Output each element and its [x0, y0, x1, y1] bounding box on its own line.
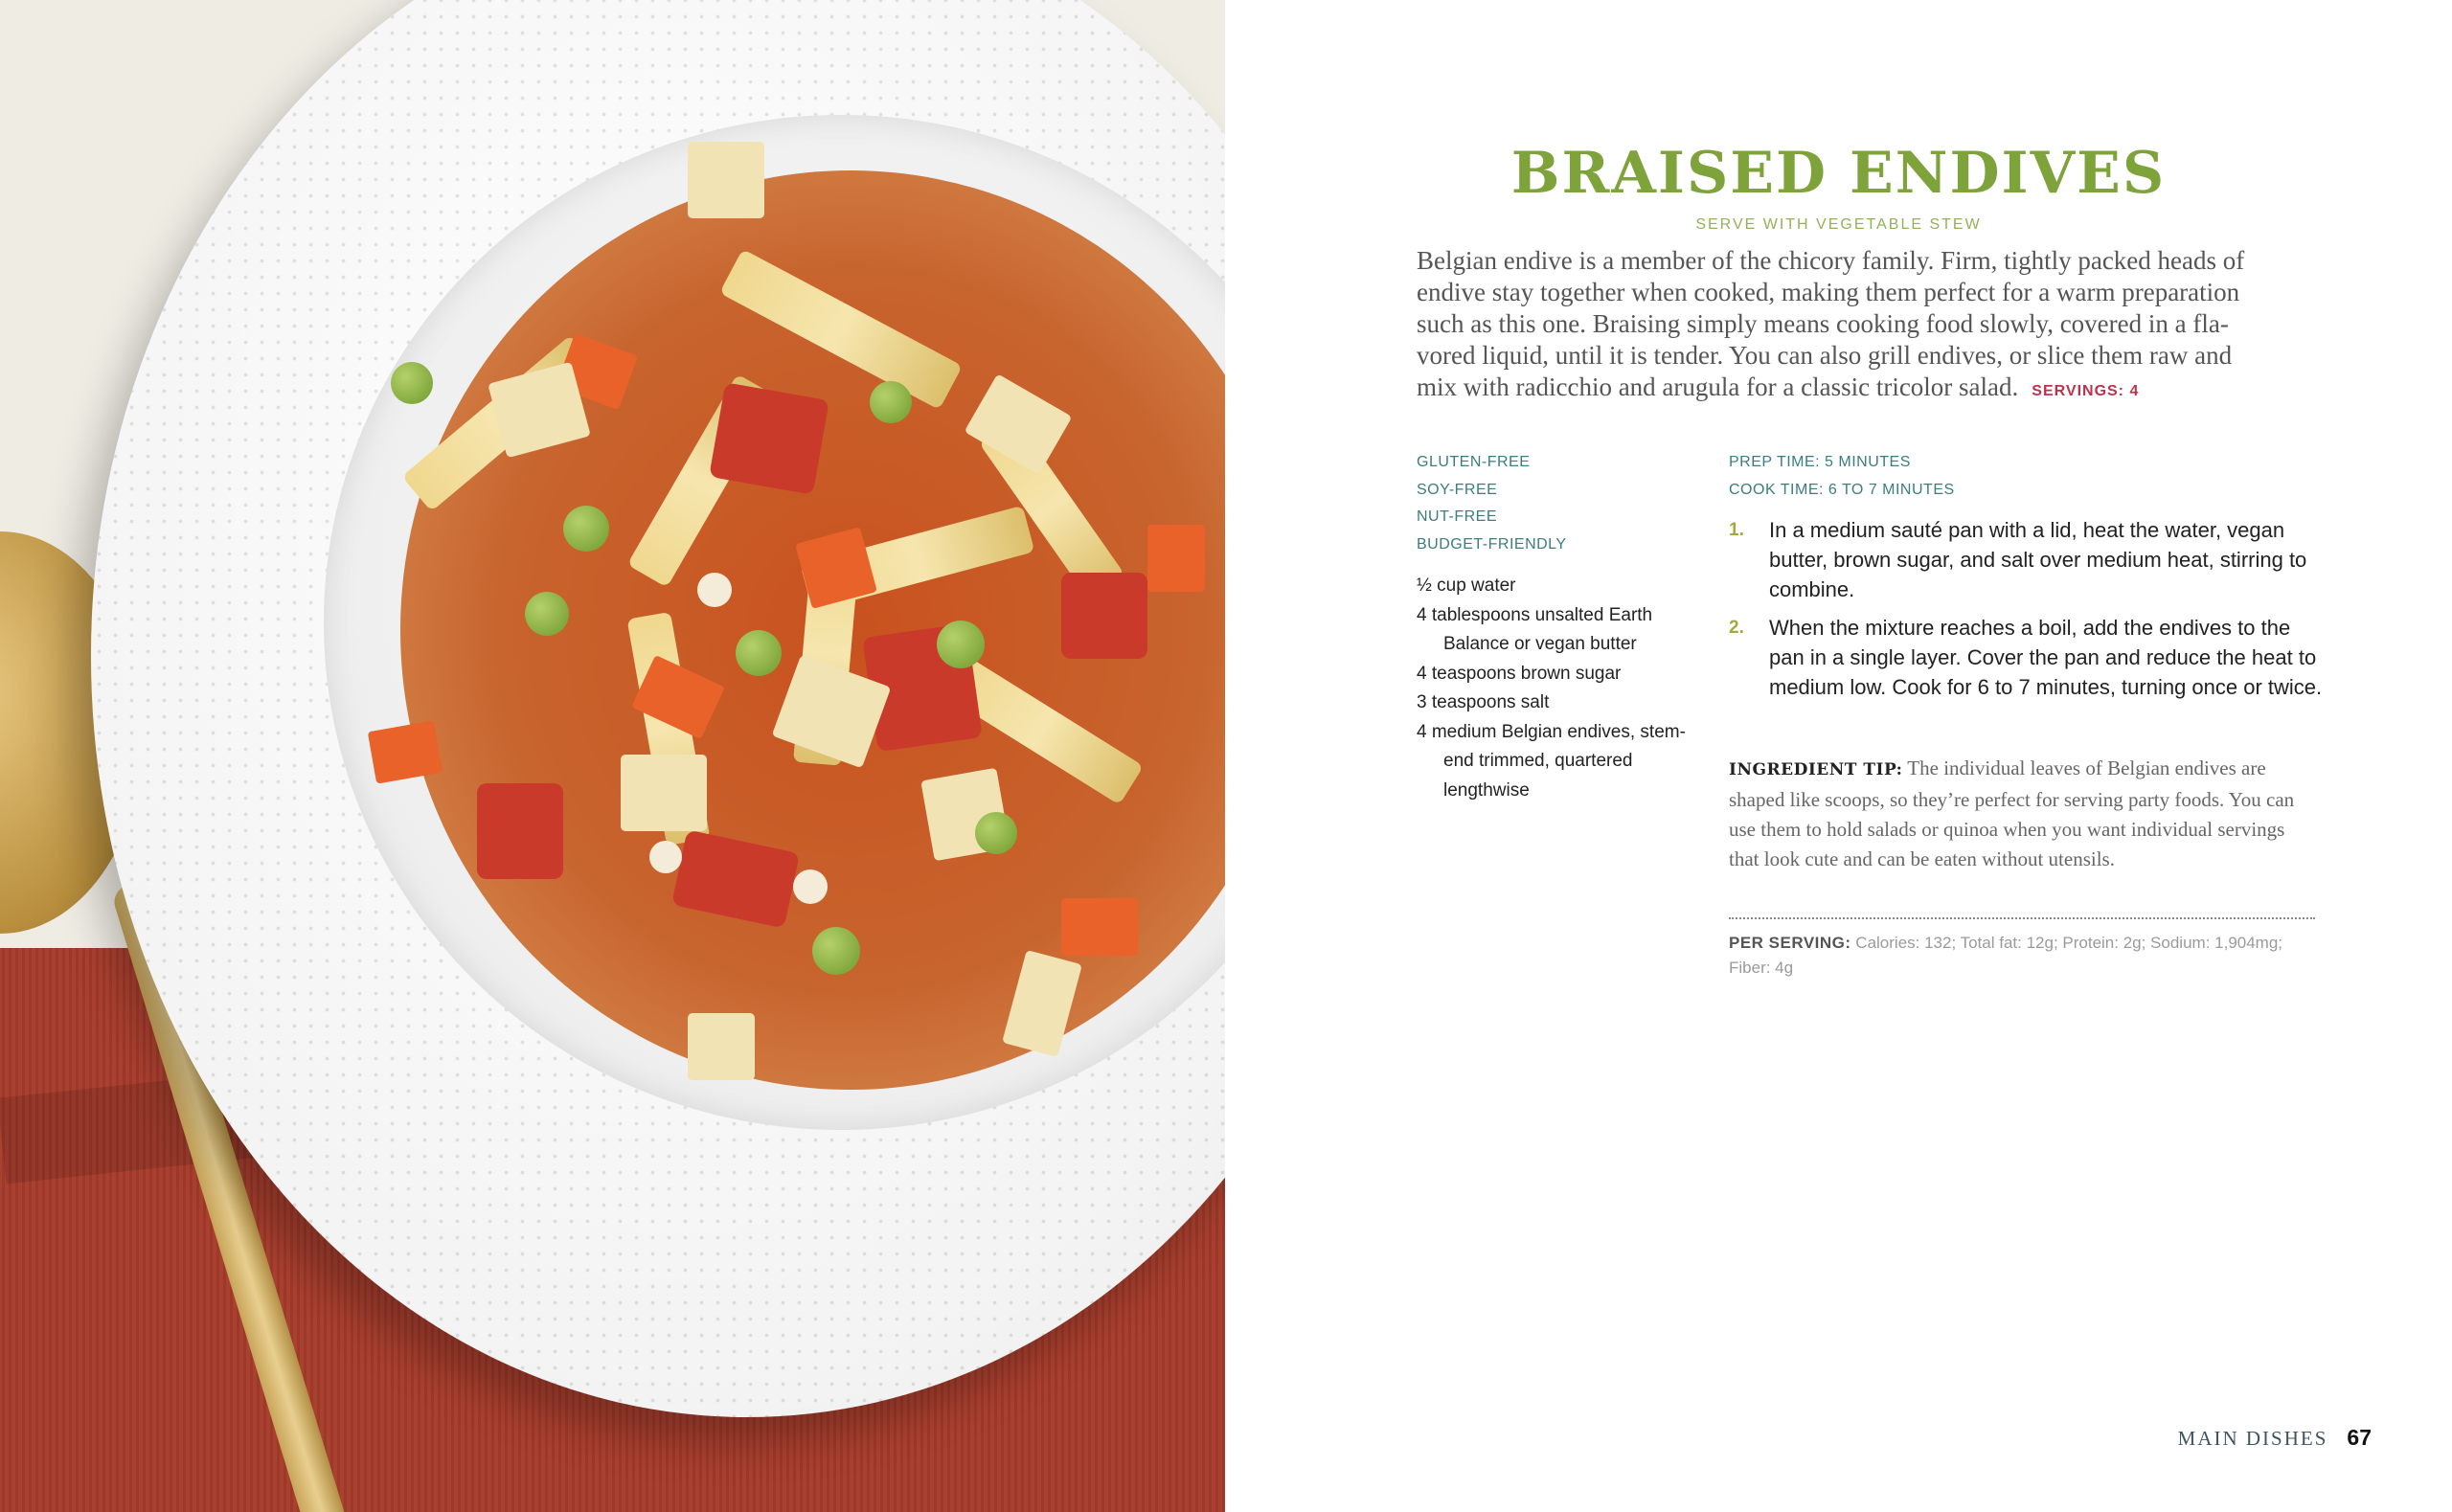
step-item	[1729, 515, 2323, 604]
section-name: MAIN DISHES	[2177, 1427, 2328, 1450]
page-number: 67	[2347, 1425, 2372, 1450]
ingredient-item: 3 teaspoons salt	[1417, 692, 1550, 712]
recipe-title: BRAISED ENDIVES	[1510, 140, 2167, 207]
servings-label: SERVINGS: 4	[2032, 383, 2140, 399]
instruction-steps	[1729, 515, 2323, 711]
step-text: In a medium sauté pan with a lid, heat the water, vegan butter, brown sugar, and salt over medium heat, stirring to combine.	[1769, 518, 2307, 601]
cook-time: COOK TIME: 6 TO 7 MINUTES	[1729, 481, 1955, 498]
prep-time: PREP TIME: 5 MINUTES	[1729, 454, 1911, 470]
nutrition-label: PER SERVING:	[1729, 934, 1851, 952]
ingredient-item: 4 medium Belgian endives, stem-end trimmed, quartered lengthwise	[1417, 721, 1686, 801]
intro-text: Belgian endive is a member of the chicory family. Firm, tightly packed heads of endive stay together when cooked, making them perfect for a warm preparation such as this one. Braising simply means cooking food slowly, covered in a fla-vored liquid, until it is tender. You can also grill endives, or slice them raw and mix with radicchio and arugula for a classic tricolor salad.	[1417, 246, 2245, 401]
nutrition-text: Calories: 132; Total fat: 12g; Protein: 2g; Sodium: 1,904mg; Fiber: 4g	[1729, 934, 2283, 977]
ingredient-item: 4 teaspoons brown sugar	[1417, 663, 1622, 684]
page-footer	[2178, 1425, 2372, 1451]
recipe-intro	[1417, 245, 2259, 407]
tip-label: INGREDIENT TIP:	[1729, 760, 1903, 779]
diet-tag: GLUTEN-FREE	[1417, 454, 1531, 470]
diet-tag: NUT-FREE	[1417, 508, 1497, 525]
ingredient-list	[1417, 572, 1694, 805]
tip-text: The individual leaves of Belgian endives are shaped like scoops, so they’re perfect for serving party foods. You can use them to hold salads or quinoa when you want individual servings that look cute and can be eaten without utensils.	[1729, 756, 2295, 870]
food-photo	[0, 0, 1225, 1512]
step-number: 2.	[1729, 618, 1744, 638]
diet-tag: SOY-FREE	[1417, 481, 1498, 498]
diet-tag: BUDGET-FRIENDLY	[1417, 535, 1567, 553]
step-number: 1.	[1729, 520, 1744, 540]
recipe-page	[1225, 0, 2452, 1512]
step-item	[1729, 613, 2323, 702]
recipe-subtitle: SERVE WITH VEGETABLE STEW	[1695, 216, 1982, 233]
step-text: When the mixture reaches a boil, add the endives to the pan in a single layer. Cover the pan and reduce the heat to medium low. Cook for 6 to 7 minutes, turning once or twice.	[1769, 616, 2323, 699]
ingredient-item: 4 tablespoons unsalted Earth Balance or vegan butter	[1417, 604, 1653, 654]
ingredient-item: ½ cup water	[1417, 575, 1516, 596]
diet-tags	[1417, 449, 1567, 558]
ingredient-tip	[1729, 754, 2313, 874]
nutrition-info	[1729, 931, 2323, 981]
dotted-divider	[1729, 917, 2315, 919]
time-info	[1729, 449, 1955, 504]
